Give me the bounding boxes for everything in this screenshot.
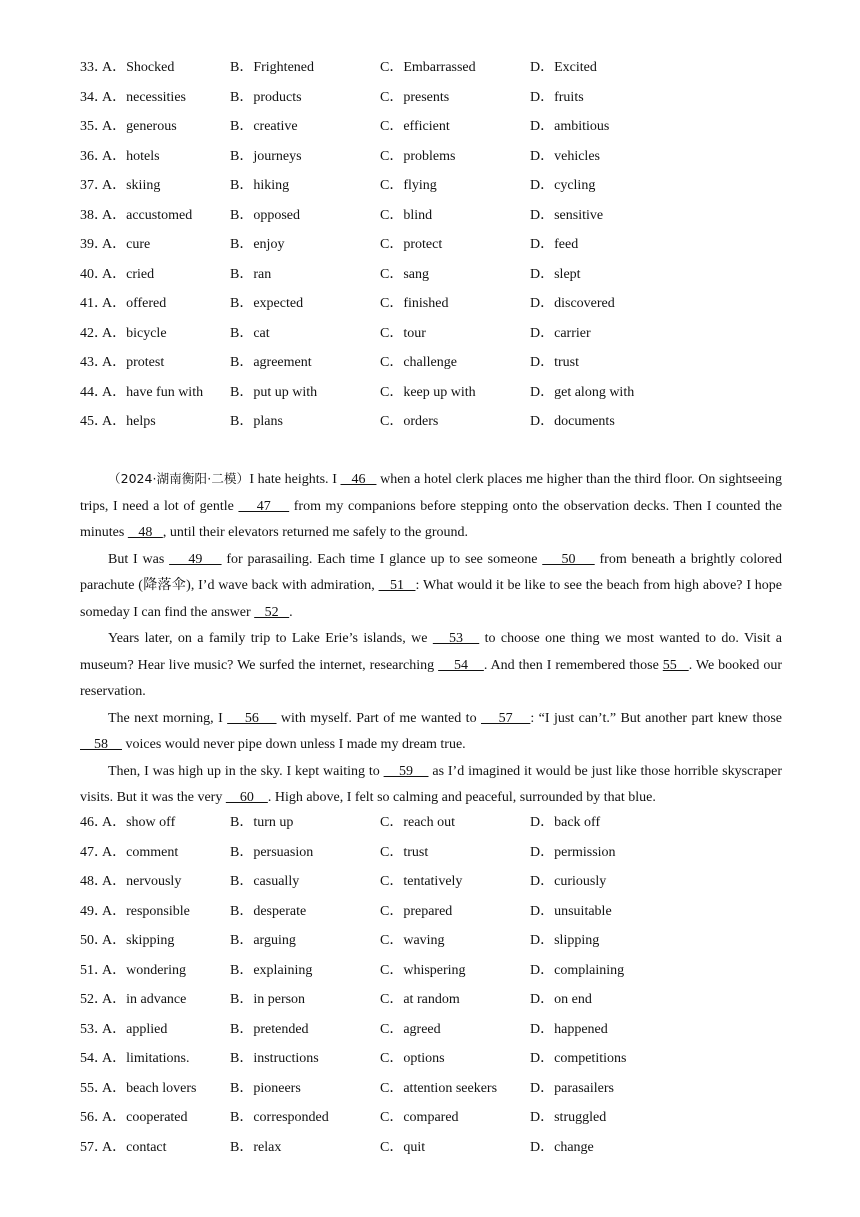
blank-49: 49 — [169, 551, 222, 567]
passage-text: voices would never pipe down unless I made my dream true. — [122, 737, 466, 752]
passage-text: , until their elevators returned me safely to the ground. — [162, 525, 469, 540]
passage-paragraph-2 — [80, 547, 782, 627]
option-c: C．flying — [380, 178, 437, 193]
option-a: A．beach lovers — [102, 1080, 197, 1096]
option-a: A．contact — [102, 1139, 167, 1155]
option-b: B．arguing — [230, 933, 296, 948]
passage-text: But I was — [108, 551, 170, 567]
passage-text: from beneath a brightly colored parachute (降落伞), I’d wave back with admiration, — [80, 551, 783, 593]
option-c: C．efficient — [380, 119, 450, 134]
option-a: A．Shocked — [102, 60, 175, 75]
option-a: A．helps — [102, 414, 156, 429]
question-number: 57． — [80, 1139, 108, 1155]
passage-text: . — [289, 604, 293, 620]
passage-text: with myself. Part of me wanted to — [276, 710, 481, 726]
option-b: B．agreement — [230, 355, 312, 370]
option-a: A．bicycle — [102, 325, 167, 341]
question-number: 37． — [80, 178, 108, 193]
question-number: 35． — [80, 119, 108, 134]
passage-text: for parasailing. Each time I glance up to see someone — [221, 551, 543, 567]
option-a: A．necessities — [102, 89, 186, 105]
option-c: C．tour — [380, 325, 426, 341]
option-c: C．orders — [380, 414, 439, 429]
option-d: D．get along with — [530, 384, 635, 400]
blank-48: 48 — [127, 525, 163, 540]
question-number: 43． — [80, 355, 108, 370]
blank-54: 54 — [438, 657, 484, 673]
option-b: B．put up with — [230, 384, 318, 400]
question-number: 36． — [80, 148, 108, 164]
option-a: A．skiing — [102, 178, 161, 193]
option-c: C．at random — [380, 992, 460, 1007]
option-c: C．waving — [380, 933, 445, 948]
blank-55: 55 — [662, 657, 689, 673]
option-c: C．quit — [380, 1139, 426, 1155]
option-c: C．presents — [380, 89, 450, 105]
option-a: A．applied — [102, 1021, 168, 1037]
question-number: 33． — [80, 60, 108, 75]
option-d: D．vehicles — [530, 148, 600, 164]
option-c: C．options — [380, 1051, 445, 1066]
option-b: B．turn up — [230, 815, 294, 830]
option-b: B．products — [230, 89, 302, 105]
passage-text: . And then I remembered those — [483, 657, 663, 673]
option-b: B．opposed — [230, 207, 300, 223]
blank-46: 46 — [340, 472, 377, 487]
option-c: C．keep up with — [380, 384, 476, 400]
option-c: C．blind — [380, 207, 433, 223]
option-d: D．Excited — [530, 60, 597, 75]
option-b: B．enjoy — [230, 237, 285, 252]
option-b: B．hiking — [230, 178, 290, 193]
passage-text: The next morning, I — [108, 710, 228, 726]
passage-text: : “I just can’t.” But another part knew those — [530, 710, 782, 726]
option-b: B．journeys — [230, 148, 302, 164]
option-c: C．tentatively — [380, 874, 463, 889]
option-d: D．sensitive — [530, 207, 604, 223]
option-b: B．ran — [230, 266, 272, 282]
option-a: A．responsible — [102, 903, 190, 919]
option-a: A．generous — [102, 119, 177, 134]
option-a: A．hotels — [102, 148, 160, 164]
option-a: A．in advance — [102, 992, 187, 1007]
option-b: B．casually — [230, 874, 300, 889]
question-number: 38． — [80, 207, 108, 223]
option-b: B．relax — [230, 1139, 282, 1155]
option-b: B．Frightened — [230, 60, 314, 75]
question-number: 49． — [80, 903, 108, 919]
passage-paragraph-1 — [80, 466, 782, 547]
question-number: 34． — [80, 89, 108, 105]
option-a: A．show off — [102, 815, 176, 830]
option-b: B．persuasion — [230, 844, 314, 860]
option-b: B．pretended — [230, 1021, 309, 1037]
option-c: C．protect — [380, 237, 443, 252]
passage-text: Then, I was high up in the sky. I kept waiting to — [108, 763, 384, 779]
option-c: C．agreed — [380, 1021, 441, 1037]
option-a: A．offered — [102, 296, 167, 311]
option-a: A．protest — [102, 355, 165, 370]
option-a: A．cure — [102, 237, 151, 252]
question-number: 39． — [80, 237, 108, 252]
option-d: D．unsuitable — [530, 903, 612, 919]
option-a: A．wondering — [102, 962, 186, 978]
option-c: C．finished — [380, 296, 449, 311]
option-a: A．skipping — [102, 933, 175, 948]
option-a: A．cried — [102, 266, 155, 282]
option-c: C．reach out — [380, 815, 456, 830]
blank-51: 51 — [378, 578, 416, 593]
question-number: 40． — [80, 266, 108, 282]
cloze-passage — [80, 466, 782, 812]
option-d: D．cycling — [530, 178, 596, 193]
blank-47: 47 — [238, 498, 290, 514]
option-c: C．attention seekers — [380, 1080, 498, 1096]
question-number: 56． — [80, 1110, 108, 1125]
question-number: 54． — [80, 1051, 108, 1066]
option-c: C．prepared — [380, 903, 453, 919]
question-number: 41． — [80, 296, 108, 311]
blank-52: 52 — [254, 604, 290, 620]
option-b: B．desperate — [230, 903, 307, 919]
option-b: B．in person — [230, 992, 306, 1007]
question-number: 55． — [80, 1080, 108, 1096]
option-d: D．fruits — [530, 89, 584, 105]
option-d: D．documents — [530, 414, 615, 429]
option-b: B．cat — [230, 325, 270, 341]
blank-57: 57 — [481, 710, 531, 726]
passage-text: . We booked our reservation. — [80, 657, 783, 699]
option-a: A．accustomed — [102, 207, 193, 223]
passage-text: as I’d imagined it would be just like those horrible skyscraper visits. But it was the very — [80, 763, 782, 805]
option-b: B．expected — [230, 296, 304, 311]
option-d: D．competitions — [530, 1051, 627, 1066]
option-d: D．happened — [530, 1021, 608, 1037]
option-c: C．problems — [380, 148, 456, 164]
question-number: 46． — [80, 815, 108, 830]
blank-60: 60 — [225, 790, 268, 805]
passage-paragraph-3 — [80, 626, 782, 706]
option-d: D．on end — [530, 992, 592, 1007]
question-number: 53． — [80, 1021, 108, 1037]
passage-text: Years later, on a family trip to Lake Erie’s islands, we — [108, 631, 433, 646]
option-d: D．feed — [530, 237, 579, 252]
passage-text: : What would it be like to see the beach from high above? I hope someday I can find the answer — [80, 578, 783, 620]
question-number: 50． — [80, 933, 108, 948]
question-number: 44． — [80, 384, 108, 400]
option-c: C．trust — [380, 844, 429, 860]
option-a: A．have fun with — [102, 384, 204, 400]
option-d: D．trust — [530, 355, 579, 370]
option-c: C．sang — [380, 266, 429, 282]
question-number: 42． — [80, 325, 108, 341]
option-a: A．limitations. — [102, 1051, 190, 1066]
option-d: D．complaining — [530, 962, 625, 978]
option-b: B．creative — [230, 119, 298, 134]
blank-53: 53 — [432, 631, 480, 646]
option-b: B．explaining — [230, 962, 313, 978]
option-a: A．nervously — [102, 874, 182, 889]
passage-source: （2024·湖南衡阳·二模） — [108, 471, 250, 486]
option-c: C．challenge — [380, 355, 457, 370]
passage-text: . High above, I felt so calming and peaceful, surrounded by that blue. — [267, 790, 656, 805]
question-number: 47． — [80, 844, 108, 860]
option-b: B．pioneers — [230, 1080, 301, 1096]
option-b: B．plans — [230, 414, 283, 429]
blank-59: 59 — [383, 763, 429, 779]
option-d: D．struggled — [530, 1110, 607, 1125]
option-c: C．Embarrassed — [380, 60, 476, 75]
option-d: D．discovered — [530, 296, 615, 311]
option-a: A．comment — [102, 844, 179, 860]
option-d: D．slipping — [530, 933, 600, 948]
passage-paragraph-4 — [80, 706, 782, 759]
option-d: D．parasailers — [530, 1080, 614, 1096]
question-number: 45． — [80, 414, 108, 429]
blank-50: 50 — [542, 551, 595, 567]
passage-text: from my companions before stepping onto the observation decks. Then I counted the minutes — [80, 498, 783, 540]
option-b: B．corresponded — [230, 1110, 329, 1125]
blank-58: 58 — [80, 737, 122, 752]
passage-text: I hate heights. I — [249, 472, 341, 487]
option-d: D．permission — [530, 844, 616, 860]
option-d: D．back off — [530, 815, 601, 830]
question-number: 48． — [80, 874, 108, 889]
option-d: D．carrier — [530, 325, 591, 341]
question-number: 51． — [80, 962, 108, 978]
passage-text: when a hotel clerk places me higher than the third floor. On sightseeing trips, I need a lot of gentle — [80, 472, 783, 514]
passage-paragraph-5 — [80, 759, 782, 812]
option-d: D．slept — [530, 266, 581, 282]
blank-56: 56 — [227, 710, 277, 726]
option-b: B．instructions — [230, 1051, 319, 1066]
option-d: D．change — [530, 1139, 594, 1155]
option-d: D．curiously — [530, 874, 607, 889]
option-c: C．compared — [380, 1110, 459, 1125]
question-number: 52． — [80, 992, 108, 1007]
option-c: C．whispering — [380, 962, 466, 978]
option-d: D．ambitious — [530, 119, 610, 134]
passage-text: to choose one thing we most wanted to do. Visit a museum? Hear live music? We surfed the internet, researching — [80, 631, 783, 673]
option-a: A．cooperated — [102, 1110, 188, 1125]
